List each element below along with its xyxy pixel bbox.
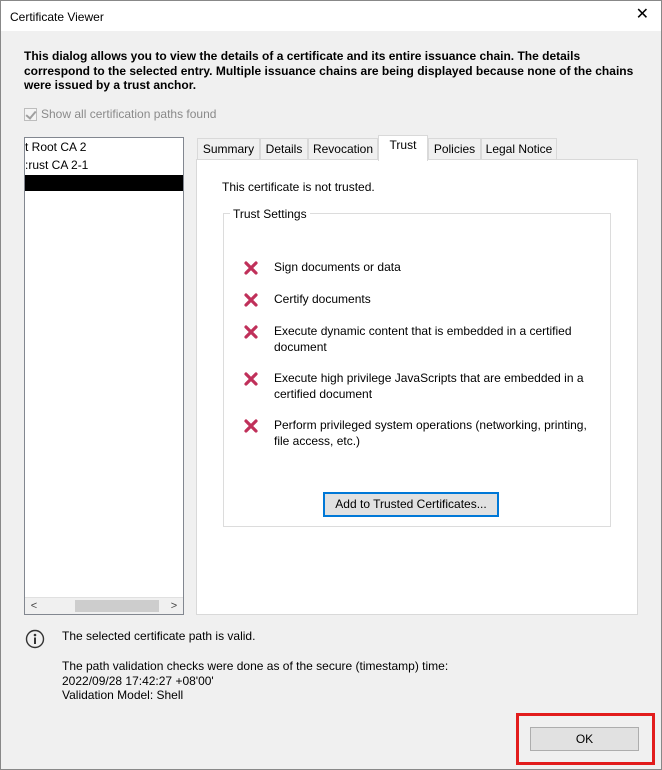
window-title: Certificate Viewer [10, 10, 104, 24]
trust-item [244, 324, 594, 355]
trust-item [244, 292, 594, 308]
not-allowed-x-icon [244, 325, 258, 339]
trust-status: This certificate is not trusted. [222, 180, 375, 194]
trust-item [244, 260, 594, 276]
not-allowed-x-icon [244, 372, 258, 386]
scroll-left-icon[interactable]: < [30, 600, 38, 612]
info-icon [25, 629, 45, 649]
scrollbar-thumb[interactable] [75, 600, 159, 612]
tree-item[interactable]: t Root CA 2 [25, 140, 87, 154]
title-bar [1, 1, 661, 31]
tab-details[interactable]: Details [260, 138, 308, 160]
not-allowed-x-icon [244, 293, 258, 307]
tree-item[interactable]: :rust CA 2-1 [25, 158, 89, 172]
scroll-right-icon[interactable]: > [170, 600, 178, 612]
trust-item-text: Sign documents or data [274, 260, 401, 274]
validation-time-label: The path validation checks were done as of the secure (timestamp) time: [62, 659, 449, 673]
not-allowed-x-icon [244, 419, 258, 433]
ok-button[interactable]: OK [530, 727, 639, 751]
show-all-paths-checkbox[interactable] [24, 107, 216, 121]
tab-policies[interactable]: Policies [428, 138, 481, 160]
add-to-trusted-certificates-button[interactable]: Add to Trusted Certificates... [323, 492, 499, 517]
validation-info [62, 659, 448, 703]
validation-model: Validation Model: Shell [62, 688, 184, 702]
tree-item-selected[interactable] [25, 175, 183, 191]
trust-settings-title: Trust Settings [230, 207, 310, 221]
validation-timestamp: 2022/09/28 17:42:27 +08'00' [62, 673, 214, 688]
trust-item [244, 371, 594, 402]
trust-item-text: Execute dynamic content that is embedded in a certified document [274, 324, 572, 354]
horizontal-scrollbar[interactable] [25, 597, 183, 614]
checkbox-label: Show all certification paths found [41, 107, 217, 121]
trust-item-text: Certify documents [274, 292, 371, 306]
certificate-chain-tree[interactable] [24, 137, 184, 615]
checkbox-box[interactable] [24, 108, 37, 121]
trust-item [244, 418, 594, 449]
tab-summary[interactable]: Summary [197, 138, 260, 160]
trust-settings-group [223, 207, 611, 527]
tab-trust[interactable]: Trust [378, 135, 428, 161]
intro-text: This dialog allows you to view the details of a certificate and its entire issuance chain. The details correspond to the selected entry. Multiple issuance chains are being displayed because none of the chains were issued by a trust anchor. [24, 49, 634, 92]
trust-panel [196, 159, 638, 615]
not-allowed-x-icon [244, 261, 258, 275]
highlight-box [516, 713, 655, 765]
trust-item-text: Execute high privilege JavaScripts that are embedded in a certified document [274, 371, 584, 401]
close-icon[interactable]: ✕ [635, 6, 649, 23]
tab-revocation[interactable]: Revocation [308, 138, 378, 160]
trust-item-text: Perform privileged system operations (networking, printing, file access, etc.) [274, 418, 587, 448]
tab-legal-notice[interactable]: Legal Notice [481, 138, 557, 160]
path-valid-text: The selected certificate path is valid. [62, 629, 256, 643]
